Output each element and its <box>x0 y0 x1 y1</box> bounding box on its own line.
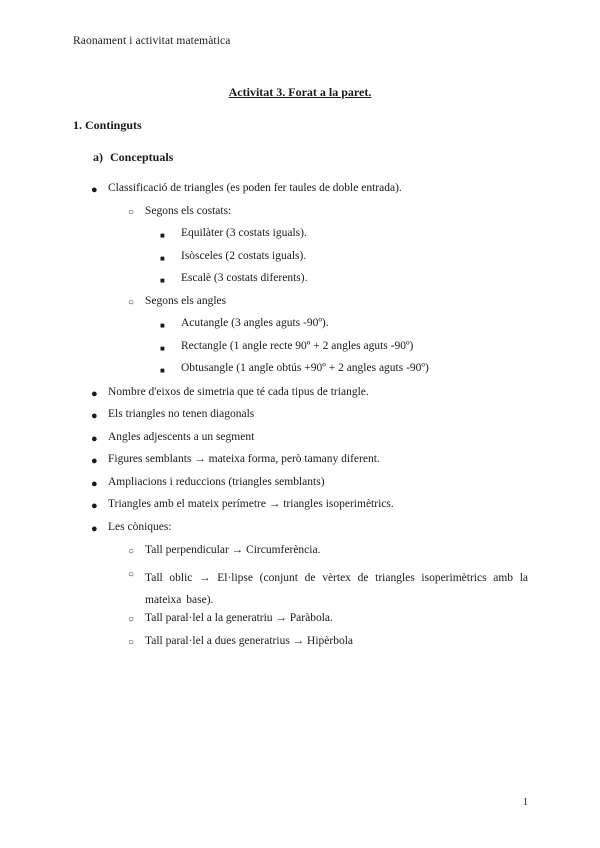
list-item: Escalè (3 costats diferents). <box>181 272 308 284</box>
list-item: Segons els costats: <box>145 205 232 217</box>
bullet-icon: ● <box>91 500 98 512</box>
circle-bullet-icon: ○ <box>128 546 135 557</box>
list-item: Triangles amb el mateix perímetre → triangles isoperimètrics. <box>108 498 394 510</box>
list-item: Segons els angles <box>145 295 227 307</box>
page-number: 1 <box>523 797 528 808</box>
bullet-icon: ● <box>91 478 98 490</box>
list-item: Angles adjescents a un segment <box>108 431 255 443</box>
list-item: Rectangle (1 angle recte 90º + 2 angles aguts -90º) <box>181 340 414 352</box>
list-item: Equilàter (3 costats iguals). <box>181 227 307 239</box>
subsection-heading <box>93 150 173 165</box>
square-bullet-icon: ■ <box>160 254 165 263</box>
list-item: Els triangles no tenen diagonals <box>108 408 255 420</box>
circle-bullet-icon: ○ <box>128 297 135 308</box>
circle-bullet-icon: ○ <box>128 207 135 218</box>
list-item: Figures semblants → mateixa forma, però tamany diferent. <box>108 453 380 465</box>
list-item: Tall paral·lel a la generatriu → Paràbola. <box>145 612 333 624</box>
list-item: Tall paral·lel a dues generatrius → Hipèrbola <box>145 635 354 647</box>
activity-title: Activitat 3. Forat a la paret. <box>228 85 372 99</box>
bullet-icon: ● <box>91 184 98 196</box>
square-bullet-icon: ■ <box>160 366 165 375</box>
list-item: Nombre d'eixos de simetria que té cada tipus de triangle. <box>108 386 369 398</box>
bullet-icon: ● <box>91 410 98 422</box>
list-item: Tall perpendicular → Circumferència. <box>145 544 321 556</box>
square-bullet-icon: ■ <box>160 344 165 353</box>
list-item: Les còniques: <box>108 521 172 533</box>
list-item: Classificació de triangles (es poden fer taules de doble entrada). <box>108 182 402 194</box>
section-heading: 1. Continguts <box>73 118 142 132</box>
subsection-letter: a) <box>93 150 103 164</box>
circle-bullet-icon: ○ <box>128 569 135 580</box>
square-bullet-icon: ■ <box>160 321 165 330</box>
square-bullet-icon: ■ <box>160 231 165 240</box>
bullet-icon: ● <box>91 523 98 535</box>
list-item: Tall oblic → El·lipse (conjunt de vèrtex de triangles isoperimètrics amb la mateixa base). <box>145 572 528 606</box>
circle-bullet-icon: ○ <box>128 637 135 648</box>
list-item: Acutangle (3 angles aguts -90º). <box>181 317 329 329</box>
subsection-label: Conceptuals <box>110 150 174 164</box>
bullet-icon: ● <box>91 433 98 445</box>
square-bullet-icon: ■ <box>160 276 165 285</box>
page-header: Raonament i activitat matemàtica <box>73 35 231 47</box>
bullet-icon: ● <box>91 388 98 400</box>
bullet-icon: ● <box>91 455 98 467</box>
list-item: Isòsceles (2 costats iguals). <box>181 250 307 262</box>
list-item: Obtusangle (1 angle obtús +90º + 2 angles aguts -90º) <box>181 362 429 374</box>
circle-bullet-icon: ○ <box>128 614 135 625</box>
list-item: Ampliacions i reduccions (triangles semblants) <box>108 476 325 488</box>
